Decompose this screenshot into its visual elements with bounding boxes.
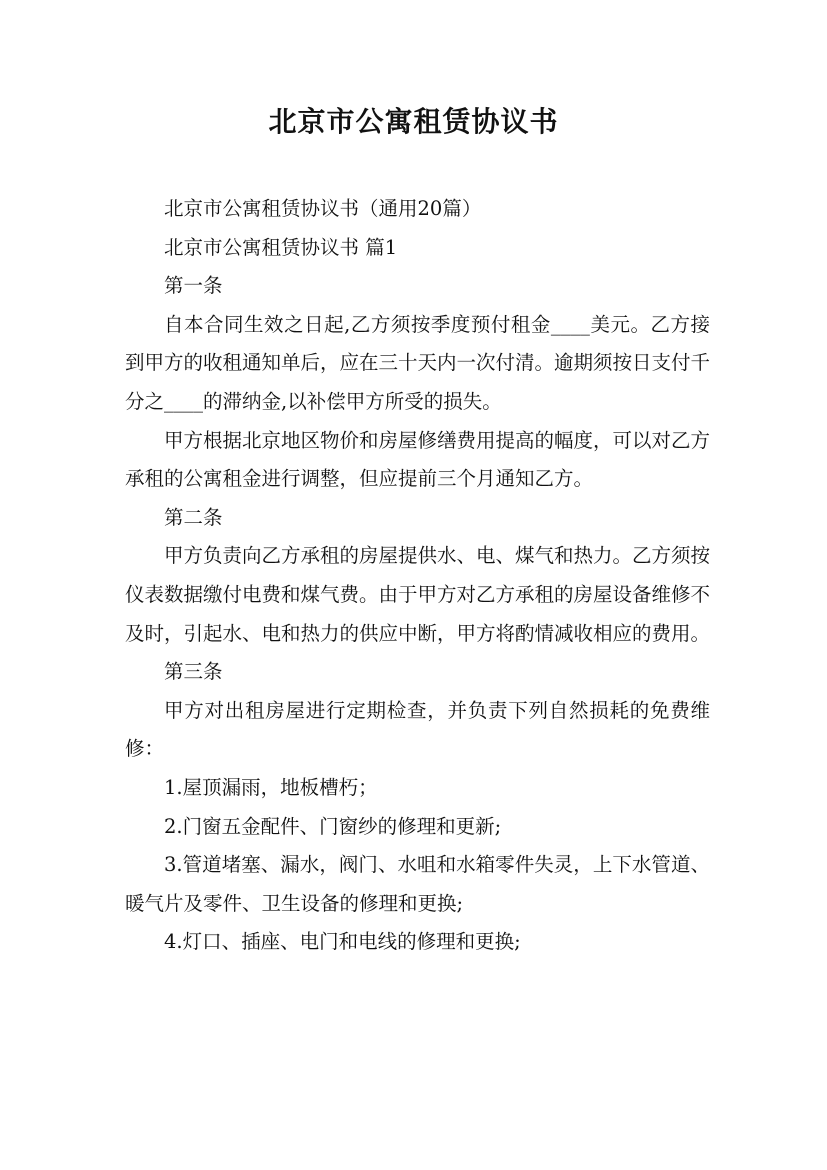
paragraph: 甲方根据北京地区物价和房屋修缮费用提高的幅度，可以对乙方承租的公寓租金进行调整，但应提前三个月通知乙方。 — [125, 428, 711, 491]
paragraph: 甲方对出租房屋进行定期检查，并负责下列自然损耗的免费维修： — [125, 698, 710, 761]
list-item: 4.灯口、插座、电门和电线的修理和更换; — [164, 930, 521, 954]
paragraph: 自本合同生效之日起,乙方须按季度预付租金____美元。乙方接到甲方的收租通知单后，应在三十天内一次付清。逾期须按日支付千分之____的滞纳金,以补偿甲方所受的损失。 — [125, 312, 711, 413]
section-heading-1: 第一条 — [164, 274, 223, 298]
section-heading-3: 第三条 — [164, 660, 223, 684]
list-item: 1.屋顶漏雨，地板槽朽； — [164, 775, 378, 799]
paragraph-article-heading: 北京市公寓租赁协议书 篇1 — [164, 235, 398, 259]
section-heading-2: 第二条 — [164, 505, 223, 529]
paragraph: 甲方负责向乙方承租的房屋提供水、电、煤气和热力。乙方须按仪表数据缴付电费和煤气费。由于甲方对乙方承租的房屋设备维修不及时，引起水、电和热力的供应中断，甲方将酌情减收相应的费用。 — [125, 544, 711, 645]
document-title: 北京市公寓租赁协议书 — [268, 105, 559, 138]
paragraph-series-title: 北京市公寓租赁协议书（通用20篇） — [164, 197, 482, 220]
list-item: 2.门窗五金配件、门窗纱的修理和更新; — [164, 814, 502, 838]
document-body — [125, 190, 710, 962]
list-item: 3.管道堵塞、漏水，阀门、水咀和水箱零件失灵，上下水管道、暖气片及零件、卫生设备的修理和更换; — [125, 853, 710, 915]
